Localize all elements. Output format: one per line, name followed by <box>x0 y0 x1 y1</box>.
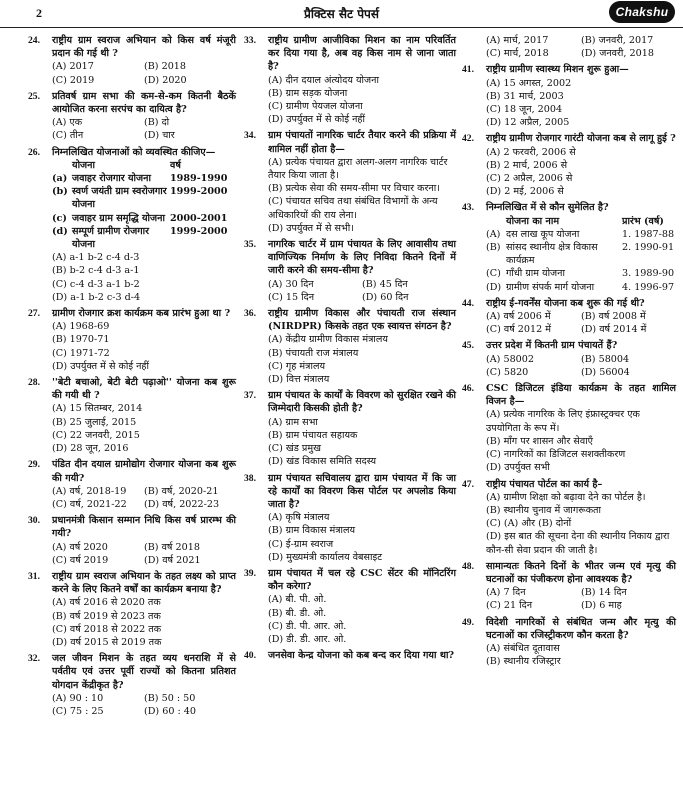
question-text-row <box>462 382 676 408</box>
question-text: राष्ट्रीय ग्रामीण स्वास्थ्य मिशन शुरू हुआ— <box>486 64 629 76</box>
answer-option: (D) वर्ष 2021 <box>144 554 201 566</box>
question-text: ''बेटी बचाओ, बेटी बेटी पढ़ाओ'' योजना कब शुरू की गयी थी ? <box>52 377 236 402</box>
question-number: 40. <box>244 650 256 662</box>
question-number: 36. <box>244 308 256 320</box>
answer-option: (D) 2020 <box>144 74 187 86</box>
answer-option: (D) 60 : 40 <box>144 705 196 717</box>
match-row-year: 1. 1987-88 <box>622 228 675 240</box>
question-block <box>28 146 236 304</box>
match-row-year: 4. 1996-97 <box>622 281 675 293</box>
answer-option: (C) मार्च, 2018 <box>486 48 549 60</box>
question-text-row <box>244 472 456 512</box>
question-number: 32. <box>28 653 40 665</box>
match-row-year: 3. 1989-90 <box>622 268 675 280</box>
question-text: राष्ट्रीय ग्राम स्वराज अभियान के तहत लक्ष्य को प्राप्त करने के लिए कितने वर्षों का कार्यक्रम बनाया है? <box>52 570 236 596</box>
match-table-row <box>486 241 676 267</box>
question-number: 49. <box>462 616 474 628</box>
answer-options <box>462 34 676 60</box>
question-text-row <box>28 34 236 60</box>
question-number: 37. <box>244 390 256 402</box>
question-number: 30. <box>28 515 40 527</box>
answer-option: (C) खंड प्रमुख <box>268 443 321 455</box>
answer-options <box>462 146 676 199</box>
answer-option: (B) 50 : 50 <box>144 692 196 704</box>
answer-option: (D) a-1 b-2 c-3 d-4 <box>52 291 141 303</box>
question-text: प्रधानमंत्री किसान सम्मान निधि किस वर्ष प्रारम्भ की गयी? <box>52 515 236 540</box>
answer-options <box>462 310 676 336</box>
question-number: 25. <box>28 90 40 102</box>
question-text-row <box>462 63 676 76</box>
answer-option: (D) उपर्युक्त में से सभी। <box>268 222 354 234</box>
answer-option: (B) ग्राम विकास मंत्रालय <box>268 525 356 537</box>
answer-option: (D) 60 दिन <box>362 291 409 303</box>
match-table-header <box>52 159 236 172</box>
question-block <box>462 297 676 337</box>
answer-option: (A) संबंधित दूतावास <box>486 642 560 654</box>
question-block <box>462 132 676 198</box>
question-block <box>244 238 456 304</box>
answer-option: (D) 2 मई, 2006 से <box>486 186 564 198</box>
question-number: 26. <box>28 146 40 158</box>
answer-options <box>462 642 676 668</box>
answer-option: (C) (A) और (B) दोनों <box>486 518 572 530</box>
answer-option: (A) 1968-69 <box>52 321 110 333</box>
question-block <box>462 560 676 613</box>
question-number: 45. <box>462 340 474 352</box>
answer-option: (D) डी. डी. आर. ओ. <box>268 633 347 645</box>
question-number: 34. <box>244 130 256 142</box>
column-left <box>28 34 236 721</box>
question-block <box>28 458 236 511</box>
answer-options <box>28 402 236 455</box>
answer-option: (C) वर्ष 2018 से 2022 तक <box>52 623 162 635</box>
match-table-row <box>486 281 676 294</box>
match-table-row <box>52 225 236 251</box>
question-text: निम्नलिखित में से कौन सुमेलित है? <box>486 202 609 214</box>
match-row-name: गाँधी ग्राम योजना <box>506 268 565 280</box>
question-text: CSC डिजिटल इंडिया कार्यक्रम के तहत शामिल विजन है— <box>486 383 676 408</box>
question-text: ग्राम पंचायत के कार्यों के विवरण को सुरक्षित रखने की जिम्मेदारी किसकी होती है? <box>268 390 456 415</box>
column-middle <box>244 34 456 665</box>
question-text-row <box>28 458 236 484</box>
answer-option: (C) नागरिकों का डिजिटल सशक्तीकरण <box>486 449 626 461</box>
question-number: 31. <box>28 570 40 582</box>
answer-options <box>28 60 236 86</box>
answer-option: (B) प्रत्येक सेवा की समय-सीमा पर विचार करना। <box>268 183 440 195</box>
question-number: 28. <box>28 377 40 389</box>
answer-option: (B) वर्ष 2018 <box>144 541 200 553</box>
answer-option: (B) 2 मार्च, 2006 से <box>486 159 568 171</box>
match-table-heading-2: वर्ष <box>170 159 181 171</box>
answer-option: (C) ग्रामीण पेयजल योजना <box>268 101 363 113</box>
match-row-letter: (d) <box>52 225 68 237</box>
question-block <box>244 649 456 662</box>
question-text-row <box>244 649 456 662</box>
answer-option: (D) वर्ष 2015 से 2019 तक <box>52 636 162 648</box>
question-number: 39. <box>244 567 256 579</box>
question-block <box>28 90 236 143</box>
match-row-name: सांसद स्थानीय क्षेत्र विकास कार्यक्रम <box>506 242 598 267</box>
question-number: 44. <box>462 297 474 309</box>
question-text-row <box>28 90 236 116</box>
question-number: 35. <box>244 239 256 251</box>
answer-option: (A) वर्ष 2006 में <box>486 311 551 323</box>
match-row-name: जवाहर रोजगार योजना <box>72 173 151 185</box>
answer-option: (B) 45 दिन <box>362 278 408 290</box>
question-text: उत्तर प्रदेश में कितनी ग्राम पंचायतें हैं? <box>486 340 618 352</box>
answer-option: (A) वर्ष 2020 <box>52 541 108 553</box>
answer-option: (A) वर्ष, 2018-19 <box>52 485 127 497</box>
answer-options <box>244 511 456 564</box>
answer-option: (B) दो <box>144 117 170 129</box>
question-text: ग्राम पंचायत में चल रहे CSC सेंटर की मॉनिटरिंग कौन करेगा? <box>268 567 456 593</box>
match-row-year: 1999-2000 <box>170 186 228 198</box>
question-block <box>28 376 236 455</box>
question-block <box>28 652 236 718</box>
answer-option: (B) 31 मार्च, 2003 <box>486 90 564 102</box>
answer-option: (A) प्रत्येक नागरिक के लिए इंफ्रास्ट्रक्चर एक उपयोगिता के रूप में। <box>486 409 640 434</box>
answer-options <box>28 251 236 304</box>
question-text-row <box>244 307 456 333</box>
answer-options <box>28 320 236 373</box>
answer-option: (A) 2 फरवरी, 2006 से <box>486 146 576 158</box>
question-block <box>28 514 236 567</box>
answer-option: (D) 12 अप्रैल, 2005 <box>486 117 570 129</box>
question-text-row <box>244 389 456 415</box>
match-row-letter: (c) <box>52 212 67 224</box>
answer-option: (D) वित्त मंत्रालय <box>268 374 330 386</box>
answer-option: (C) 22 जनवरी, 2015 <box>52 429 140 441</box>
question-text-row <box>244 34 456 74</box>
match-row-name: दस लाख कूप योजना <box>506 228 580 240</box>
question-block <box>462 201 676 293</box>
question-text-row <box>28 376 236 402</box>
question-number: 46. <box>462 383 474 395</box>
answer-option: (C) तीन <box>52 130 84 142</box>
question-text: राष्ट्रीय ग्रामीण आजीविका मिशन का नाम परिवर्तित कर दिया गया है, अब वह किस नाम से जाना जाता है? <box>268 35 456 73</box>
match-table <box>28 159 236 251</box>
answer-options <box>462 77 676 130</box>
match-table-row <box>52 212 236 225</box>
question-text: जनसेवा केन्द्र योजना को कब बन्द कर दिया गया था? <box>268 650 455 662</box>
question-block <box>462 382 676 474</box>
answer-options <box>462 353 676 379</box>
answer-option: (C) 75 : 25 <box>52 705 104 717</box>
question-number: 38. <box>244 472 256 484</box>
chakshu-logo: Chakshu <box>609 1 675 23</box>
answer-option: (A) एक <box>52 117 83 129</box>
answer-option: (D) उपर्युक्त सभी <box>486 462 550 474</box>
answer-option: (D) उपर्युक्त में से कोई नहीं <box>268 114 365 126</box>
question-block <box>462 63 676 129</box>
answer-option: (B) जनवरी, 2017 <box>581 35 654 46</box>
question-text-row <box>462 478 676 491</box>
answer-option: (C) वर्ष 2019 <box>52 554 109 566</box>
answer-option: (C) 18 जून, 2004 <box>486 104 563 116</box>
column-right <box>462 34 676 671</box>
question-text: ग्रामीण रोजगार क्रश कार्यक्रम कब प्रारंभ हुआ था ? <box>52 308 231 320</box>
answer-option: (D) इस बात की सूचना देना की स्थानीय निकाय द्वारा कौन-सी सेवा प्रदान की जाती है। <box>486 531 670 556</box>
answer-option: (C) डी. पी. आर. ओ. <box>268 620 347 632</box>
answer-option: (A) केंद्रीय ग्रामीण विकास मंत्रालय <box>268 334 388 346</box>
question-block <box>462 616 676 669</box>
answer-options <box>244 156 456 235</box>
answer-option: (B) 1970-71 <box>52 334 110 346</box>
question-text: राष्ट्रीय ग्रामीण विकास और पंचायती राज संस्थान (NIRDPR) किसके तहत एक स्वायत्त संगठन है? <box>268 308 456 333</box>
answer-option: (B) ग्राम पंचायत सहायक <box>268 429 358 441</box>
question-block <box>462 34 676 60</box>
question-text: पंडित दीन दयाल ग्रामोद्योग रोजगार योजना कब शुरू की गयी? <box>52 459 236 484</box>
question-text: सामान्यतः कितने दिनों के भीतर जन्म एवं मृत्यु की घटनाओं का पंजीकरण होना आवश्यक है? <box>486 560 676 585</box>
question-text-row <box>462 616 676 642</box>
match-row-year: 2000-2001 <box>170 212 228 224</box>
question-text-row <box>28 307 236 320</box>
page-title: प्रैक्टिस सैट पेपर्स <box>304 7 379 21</box>
question-text: राष्ट्रीय ई-गवर्नेंस योजना कब शुरू की गई थी? <box>486 297 645 309</box>
answer-options <box>28 485 236 511</box>
match-table-row <box>486 267 676 280</box>
answer-option: (A) 15 अगस्त, 2002 <box>486 77 572 89</box>
answer-option: (D) चार <box>144 130 175 142</box>
match-table-heading-1: योजना का नाम <box>506 215 560 227</box>
question-text-row <box>28 146 236 159</box>
question-text: प्रतिवर्ष ग्राम सभा की कम-से-कम कितनी बैठकें आयोजित करना सरपंच का दायित्व है? <box>52 90 236 116</box>
answer-option: (B) स्थानीय रजिस्ट्रार <box>486 656 561 668</box>
answer-option: (B) 2018 <box>144 61 187 73</box>
answer-option: (C) 15 दिन <box>268 291 315 303</box>
question-number: 24. <box>28 35 40 46</box>
match-table-heading-1: योजना <box>72 159 95 171</box>
answer-options <box>28 692 236 718</box>
question-text-row <box>28 652 236 692</box>
answer-option: (B) माँग पर शासन और सेवाएँ <box>486 435 593 447</box>
question-block <box>244 472 456 564</box>
answer-option: (B) वर्ष 2008 में <box>581 311 646 323</box>
answer-option: (C) 21 दिन <box>486 600 533 612</box>
question-text: ग्राम पंचायतों नागरिक चार्टर तैयार करने की प्रक्रिया में शामिल नहीं होता है— <box>268 130 456 155</box>
match-row-year: 1989-1990 <box>170 173 228 185</box>
match-table-row <box>52 185 236 211</box>
answer-option: (D) वर्ष 2014 में <box>581 324 647 336</box>
answer-option: (D) 28 जून, 2016 <box>52 443 129 455</box>
match-table-header <box>486 215 676 228</box>
question-text: राष्ट्रीय पंचायत पोर्टल का कार्य है– <box>486 478 603 490</box>
question-number: 47. <box>462 478 474 490</box>
question-number: 33. <box>244 35 256 46</box>
question-text: विदेशी नागरिकों से संबंधित जन्म और मृत्यु की घटनाओं का रजिस्ट्रीकरण कौन करता है? <box>486 616 676 641</box>
answer-option: (A) 30 दिन <box>268 278 314 290</box>
answer-option: (C) पंचायत सचिव तथा संबंधित विभागों के अन्य अधिकारियों की राय लेना। <box>268 196 438 221</box>
match-row-letter: (C) <box>486 268 501 280</box>
answer-options <box>244 593 456 646</box>
answer-options <box>28 541 236 567</box>
question-number: 43. <box>462 202 474 214</box>
answer-option: (A) 2017 <box>52 61 94 73</box>
answer-option: (B) 14 दिन <box>581 587 627 599</box>
answer-option: (B) b-2 c-4 d-3 a-1 <box>52 265 140 277</box>
question-block <box>28 307 236 373</box>
question-number: 27. <box>28 308 40 320</box>
answer-option: (A) 15 सितम्बर, 2014 <box>52 403 143 415</box>
match-row-letter: (A) <box>486 228 501 240</box>
question-text: जल जीवन मिशन के तहत व्यय धनराशि में से पर्वतीय एवं उत्तर पूर्वी राज्यों को कितना प्रतिशत योगदान केंद्रीकृत है? <box>52 653 236 691</box>
match-row-letter: (a) <box>52 173 68 185</box>
match-row-letter: (D) <box>486 281 502 293</box>
question-text-row <box>244 129 456 155</box>
answer-option: (C) 5820 <box>486 366 529 378</box>
answer-options <box>28 116 236 142</box>
match-row-letter: (B) <box>486 242 501 254</box>
answer-options <box>244 278 456 304</box>
match-row-name: सम्पूर्ण ग्रामीण रोजगार योजना <box>72 225 150 251</box>
question-text-row <box>462 560 676 586</box>
question-text-row <box>462 201 676 214</box>
answer-option: (D) जनवरी, 2018 <box>581 48 654 60</box>
match-row-year: 1999-2000 <box>170 225 228 237</box>
answer-option: (A) 58002 <box>486 353 534 365</box>
answer-option: (C) c-4 d-3 a-1 b-2 <box>52 278 140 290</box>
question-text-row <box>244 238 456 278</box>
question-block <box>28 570 236 649</box>
answer-option: (A) मार्च, 2017 <box>486 35 549 46</box>
answer-options <box>462 491 676 557</box>
answer-options <box>244 416 456 469</box>
answer-options <box>244 74 456 127</box>
question-number: 29. <box>28 459 40 471</box>
answer-option: (B) 25 जुलाई, 2015 <box>52 416 137 428</box>
question-block <box>244 34 456 126</box>
answer-options <box>462 586 676 612</box>
answer-option: (B) वर्ष 2019 से 2023 तक <box>52 610 161 622</box>
answer-option: (B) बी. डी. ओ. <box>268 607 327 619</box>
answer-options <box>462 408 676 474</box>
answer-options <box>28 596 236 649</box>
answer-option: (B) 58004 <box>581 353 630 365</box>
answer-option: (C) 2 अप्रैल, 2006 से <box>486 173 573 185</box>
question-text-row <box>462 339 676 352</box>
answer-option: (A) ग्रामीण शिक्षा को बढ़ावा देने का पोर्टल है। <box>486 491 646 503</box>
question-block <box>244 567 456 646</box>
answer-option: (D) मुख्यमंत्री कार्यालय वेबसाइट <box>268 551 383 563</box>
question-text-row <box>462 132 676 145</box>
answer-option: (A) a-1 b-2 c-4 d-3 <box>52 252 140 264</box>
question-text-row <box>244 567 456 593</box>
answer-option: (D) 56004 <box>581 366 630 378</box>
answer-option: (D) वर्ष, 2022-23 <box>144 498 220 510</box>
answer-option: (B) पंचायती राज मंत्रालय <box>268 347 359 359</box>
match-table-heading-2: प्रारंभ (वर्ष) <box>622 215 664 227</box>
question-block <box>244 307 456 386</box>
question-block <box>462 478 676 557</box>
answer-option: (A) वर्ष 2016 से 2020 तक <box>52 597 161 609</box>
answer-option: (B) स्थानीय चुनाव में जागरूकता <box>486 504 602 516</box>
match-table-row <box>486 228 676 241</box>
question-number: 41. <box>462 64 474 76</box>
answer-option: (A) 90 : 10 <box>52 692 104 704</box>
answer-option: (C) 1971-72 <box>52 347 110 359</box>
answer-option: (C) 2019 <box>52 74 95 86</box>
answer-option: (A) कृषि मंत्रालय <box>268 512 330 524</box>
page-number: 2 <box>36 6 42 20</box>
question-text: नागरिक चार्टर में ग्राम पंचायत के लिए आवासीय तथा वाणिज्यिक निर्माण के लिए निविदा कितने दिनों में जारी करने की समय-सीमा है? <box>268 239 456 277</box>
question-block <box>244 389 456 468</box>
match-row-name: जवाहर ग्राम समृद्धि योजना <box>72 212 165 224</box>
question-text: निम्नलिखित योजनाओं को व्यवस्थित कीजिए— <box>52 146 216 158</box>
page-header <box>0 0 683 28</box>
question-text-row <box>462 297 676 310</box>
match-row-letter: (b) <box>52 186 68 198</box>
answer-option: (C) वर्ष, 2021-22 <box>52 498 127 510</box>
question-number: 42. <box>462 133 474 145</box>
answer-option: (A) दीन दयाल अंत्योदय योजना <box>268 74 379 86</box>
answer-option: (A) बी. पी. ओ. <box>268 594 327 606</box>
answer-option: (C) गृह मंत्रालय <box>268 360 326 372</box>
question-block <box>462 339 676 379</box>
answer-option: (D) 6 माह <box>581 600 622 612</box>
match-row-year: 2. 1990-91 <box>622 242 675 254</box>
match-row-name: स्वर्ण जयंती ग्राम स्वरोजगार योजना <box>72 186 167 211</box>
answer-option: (A) ग्राम सभा <box>268 416 318 428</box>
answer-option: (A) प्रत्येक पंचायत द्वारा अलग-अलग नागरिक चार्टर तैयार किया जाता है। <box>268 156 448 182</box>
question-block <box>28 34 236 87</box>
question-number: 48. <box>462 560 474 572</box>
answer-options <box>244 333 456 386</box>
answer-option: (C) वर्ष 2012 में <box>486 324 552 336</box>
match-row-name: ग्रामीण संपर्क मार्ग योजना <box>506 281 595 293</box>
answer-option: (D) खंड विकास समिति सदस्य <box>268 456 377 468</box>
match-table <box>462 215 676 294</box>
answer-option: (A) 7 दिन <box>486 587 526 599</box>
answer-option: (B) वर्ष, 2020-21 <box>144 485 219 497</box>
question-text: राष्ट्रीय ग्रामीण रोजगार गारंटी योजना कब से लागू हुई ? <box>486 133 676 145</box>
match-table-row <box>52 172 236 185</box>
question-block <box>244 129 456 235</box>
answer-option: (C) ई-ग्राम स्वराज <box>268 538 334 550</box>
question-text-row <box>28 570 236 596</box>
question-text: राष्ट्रीय ग्राम स्वराज अभियान को किस वर्ष मंजूरी प्रदान की गई थी ? <box>52 35 236 60</box>
answer-option: (B) ग्राम सड़क योजना <box>268 87 348 99</box>
question-text: ग्राम पंचायत सचिवालय द्वारा ग्राम पंचायत में कि जा रहे कार्यों का विवरण किस पोर्टल पर अपलोड किया जाता है? <box>268 472 456 510</box>
answer-option: (D) उपर्युक्त में से कोई नहीं <box>52 360 149 372</box>
question-text-row <box>28 514 236 540</box>
